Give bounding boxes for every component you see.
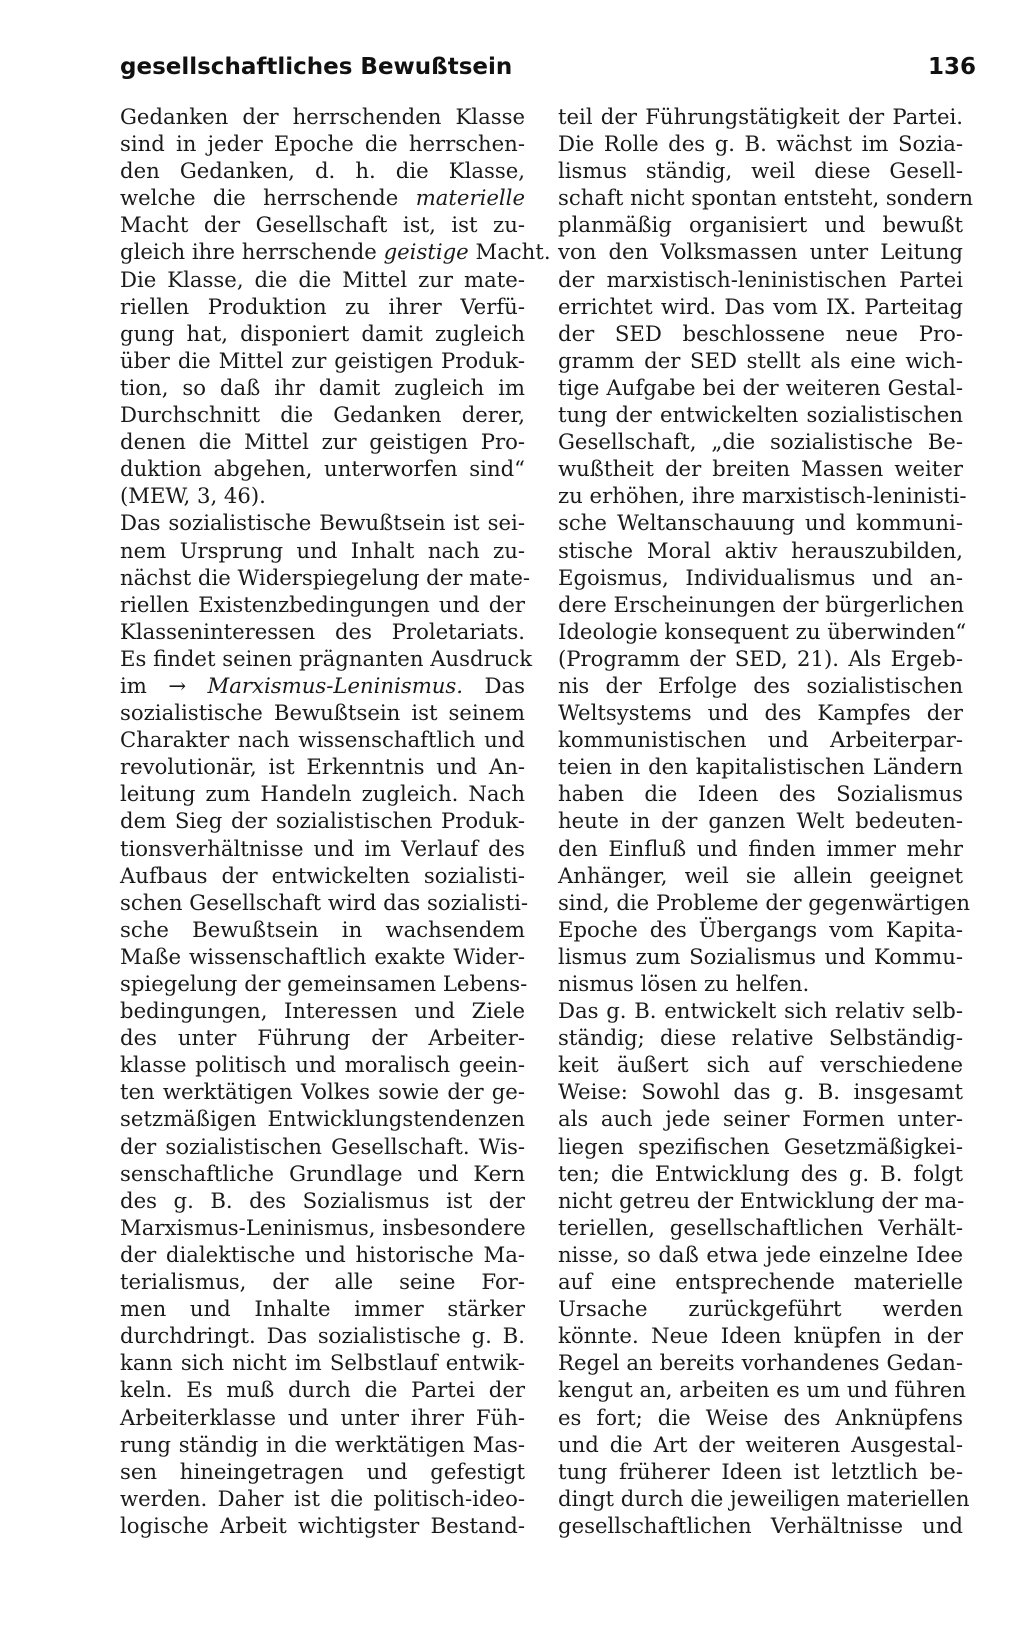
text-line: nis der Erfolge des sozialistischen <box>558 672 963 698</box>
text-line: revolutionär, ist Erkenntnis und An- <box>120 754 525 780</box>
italic-term: geistige <box>383 239 469 265</box>
text-line: Die Klasse, die die Mittel zur mate- <box>120 266 525 292</box>
text-line: Das g. B. entwickelt sich relativ selb- <box>558 998 963 1024</box>
text-line: Gesellschaft, „die sozialistische Be- <box>558 429 963 455</box>
text-line: nem Ursprung und Inhalt nach zu- <box>120 537 525 563</box>
text-line: des unter Führung der Arbeiter- <box>120 1025 525 1051</box>
page-header <box>120 48 976 88</box>
text-line: ständig; diese relative Selbständig- <box>558 1025 963 1051</box>
text-line: sind in jeder Epoche die herrschen- <box>120 131 525 157</box>
text-line: riellen Existenzbedingungen und der <box>120 591 525 617</box>
text-line: kengut an, arbeiten es um und führen <box>558 1377 966 1403</box>
text-line: Arbeiterklasse und unter ihrer Füh- <box>120 1404 525 1430</box>
text-line: auf eine entsprechende materielle <box>558 1269 963 1295</box>
text-line: der SED beschlossene neue Pro- <box>558 320 963 346</box>
text-line: Gedanken der herrschenden Klasse <box>120 104 525 129</box>
text-line: sche Weltanschauung und kommuni- <box>558 510 963 536</box>
text-line: rung ständig in die werktätigen Mas- <box>120 1431 525 1457</box>
text-line: Anhänger, weil sie allein geeignet <box>558 862 963 888</box>
text-line: der marxistisch-leninistischen Partei <box>558 266 963 292</box>
text-line: wußtheit der breiten Massen weiter <box>558 456 963 482</box>
text-line: stische Moral aktiv herauszubilden, <box>558 537 963 563</box>
text-line: Charakter nach wissenschaftlich und <box>120 727 525 753</box>
text-line: Maße wissenschaftlich exakte Wider- <box>120 943 525 969</box>
text-line: liegen spezifischen Gesetzmäßigkei- <box>558 1133 963 1159</box>
text-line: lismus zum Sozialismus und Kommu- <box>558 943 963 969</box>
text-line: Regel an bereits vorhandenes Gedan- <box>558 1350 963 1376</box>
text-line: kann sich nicht im Selbstlauf entwik- <box>120 1350 525 1376</box>
text-line: Durchschnitt die Gedanken derer, <box>120 402 525 428</box>
text-line: den Einfluß und finden immer mehr <box>558 835 963 861</box>
text-line: keit äußert sich auf verschiedene <box>558 1052 963 1078</box>
text-segment: gleich ihre herrschende <box>120 239 384 265</box>
text-line: senschaftliche Grundlage und Kern <box>120 1160 525 1186</box>
text-line: nisse, so daß etwa jede einzelne Idee <box>558 1241 963 1267</box>
text-line: zu erhöhen, ihre marxistisch-leninisti- <box>558 483 967 509</box>
text-line: errichtet wird. Das vom IX. Parteitag <box>558 293 963 319</box>
italic-term: materielle <box>415 185 525 211</box>
page-number: 136 <box>927 54 976 80</box>
text-segment: welche die herrschende <box>120 185 416 211</box>
text-line: tionsverhältnisse und im Verlauf des <box>120 835 525 861</box>
running-head-title: gesellschaftliches Bewußtsein <box>120 54 513 80</box>
text-line: des g. B. des Sozialismus ist der <box>120 1187 525 1213</box>
text-line: über die Mittel zur geistigen Produk- <box>120 347 525 373</box>
text-line: nismus lösen zu helfen. <box>558 971 810 996</box>
text-line: Die Rolle des g. B. wächst im Sozia- <box>558 131 963 157</box>
text-line: men und Inhalte immer stärker <box>120 1296 525 1322</box>
text-line: könnte. Neue Ideen knüpfen in der <box>558 1323 963 1349</box>
text-line <box>120 184 525 211</box>
text-line <box>120 672 525 699</box>
text-line: tung früherer Ideen ist letztlich be- <box>558 1458 963 1484</box>
text-line: leitung zum Handeln zugleich. Nach <box>120 781 525 807</box>
text-line: logische Arbeit wichtigster Bestand- <box>120 1512 525 1538</box>
text-line: es fort; die Weise des Anknüpfens <box>558 1404 963 1430</box>
text-line: teien in den kapitalistischen Ländern <box>558 754 963 780</box>
text-line: Klasseninteressen des Proletariats. <box>120 618 525 644</box>
text-line: Ideologie konsequent zu überwinden“ <box>558 618 967 644</box>
text-line: (MEW, 3, 46). <box>120 483 266 509</box>
text-line: tion, so daß ihr damit zugleich im <box>120 374 525 400</box>
text-line: lismus ständig, weil diese Gesell- <box>558 158 963 184</box>
text-line: der dialektische und historische Ma- <box>120 1241 525 1267</box>
text-line: teil der Führungstätigkeit der Partei. <box>558 104 963 129</box>
text-line: Weise: Sowohl das g. B. insgesamt <box>558 1079 963 1105</box>
text-line: Epoche des Übergangs vom Kapita- <box>558 916 963 942</box>
text-line: planmäßig organisiert und bewußt <box>558 212 963 238</box>
text-line: Egoismus, Individualismus und an- <box>558 564 963 590</box>
text-line: und die Art der weiteren Ausgestal- <box>558 1431 963 1457</box>
text-line: teriellen, gesellschaftlichen Verhält- <box>558 1214 963 1240</box>
text-line: sche Bewußtsein in wachsendem <box>120 916 525 942</box>
text-line: schen Gesellschaft wird das sozialisti- <box>120 889 529 915</box>
text-line: schaft nicht spontan entsteht, sondern <box>558 185 974 211</box>
text-line: nicht getreu der Entwicklung der ma- <box>558 1187 965 1213</box>
text-line: heute in der ganzen Welt bedeuten- <box>558 808 963 834</box>
italic-term: Marxismus-Leninismus. <box>207 672 464 698</box>
text-line: von den Volksmassen unter Leitung <box>558 239 963 265</box>
text-line: nächst die Widerspiegelung der mate- <box>120 564 531 590</box>
text-line: kommunistischen und Arbeiterpar- <box>558 727 963 753</box>
text-line: spiegelung der gemeinsamen Lebens- <box>120 971 528 996</box>
text-line: durchdringt. Das sozialistische g. B. <box>120 1323 525 1349</box>
text-segment: Macht. <box>468 239 551 265</box>
text-line: den Gedanken, d. h. die Klasse, <box>120 158 525 184</box>
text-line: gung hat, disponiert damit zugleich <box>120 320 525 346</box>
text-line: Es findet seinen prägnanten Ausdruck <box>120 645 533 671</box>
text-line: als auch jede seiner Formen unter- <box>558 1106 963 1132</box>
text-line: sozialistische Bewußtsein ist seinem <box>120 700 525 726</box>
text-line: Weltsystems und des Kampfes der <box>558 700 963 726</box>
text-line: terialismus, der alle seine For- <box>120 1269 525 1295</box>
text-line: gramm der SED stellt als eine wich- <box>558 347 963 373</box>
text-line: klasse politisch und moralisch geein- <box>120 1052 525 1078</box>
text-line: Marxismus-Leninismus, insbesondere <box>120 1214 526 1240</box>
text-line: Macht der Gesellschaft ist, ist zu- <box>120 212 525 238</box>
text-line: ten werktätigen Volkes sowie der ge- <box>120 1079 525 1105</box>
text-line: duktion abgehen, unterworfen sind“ <box>120 456 525 482</box>
text-line: Das sozialistische Bewußtsein ist sei- <box>120 510 525 536</box>
text-line: haben die Ideen des Sozialismus <box>558 781 963 807</box>
text-line: sind, die Probleme der gegenwärtigen <box>558 889 971 915</box>
text-line: sen hineingetragen und gefestigt <box>120 1458 525 1484</box>
text-line: setzmäßigen Entwicklungstendenzen <box>120 1106 525 1132</box>
text-line: werden. Daher ist die politisch-ideo- <box>120 1485 525 1511</box>
text-line: denen die Mittel zur geistigen Pro- <box>120 429 525 455</box>
text-column-left <box>120 103 551 1539</box>
text-line: gesellschaftlichen Verhältnisse und <box>558 1512 963 1538</box>
text-line <box>120 238 551 265</box>
text-line: dem Sieg der sozialistischen Produk- <box>120 808 525 834</box>
text-line: tige Aufgabe bei der weiteren Gestal- <box>558 374 963 400</box>
text-line: der sozialistischen Gesellschaft. Wis- <box>120 1133 525 1159</box>
text-line: Ursache zurückgeführt werden <box>558 1296 963 1322</box>
text-segment: Das <box>463 672 525 698</box>
text-line: tung der entwickelten sozialistischen <box>558 402 963 428</box>
text-line: keln. Es muß durch die Partei der <box>120 1377 525 1403</box>
text-line: ten; die Entwicklung des g. B. folgt <box>558 1160 963 1186</box>
text-line: dere Erscheinungen der bürgerlichen <box>558 591 964 617</box>
text-line: bedingungen, Interessen und Ziele <box>120 998 525 1024</box>
text-column-right <box>558 103 974 1539</box>
text-line: Aufbaus der entwickelten sozialisti- <box>120 862 525 888</box>
text-segment: im → <box>120 672 208 698</box>
text-line: dingt durch die jeweiligen materiellen <box>558 1485 970 1511</box>
text-line: riellen Produktion zu ihrer Verfü- <box>120 293 525 319</box>
text-line: (Programm der SED, 21). Als Ergeb- <box>558 645 963 671</box>
